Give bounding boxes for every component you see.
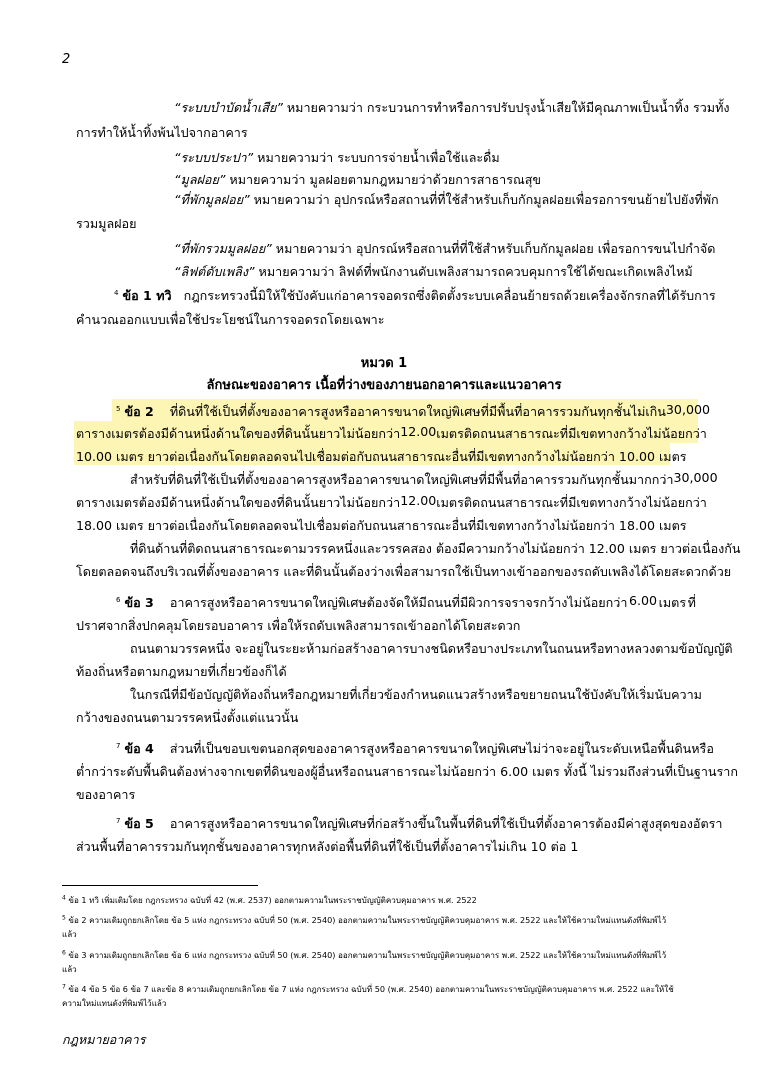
footnote-ref: 6 bbox=[116, 595, 121, 604]
footnote-ref: 7 bbox=[116, 741, 121, 750]
page-footer: กฎหมายอาคาร bbox=[62, 1032, 146, 1047]
section-1-bis bbox=[114, 286, 716, 306]
footnote-7: $^7$ ข้อ 4 ข้อ 5 ข้อ 6 ข้อ 7 และข้อ 8 ความเดิมถูกยกเลิกโดย ข้อ 7 แห่ง กฎกระทรวง ฉบับที่ 50 (พ.ศ. 2540) ออกตามความในพระราชบัญญัติควบคุมอาคาร พ.ศ. 2522 และให้ใช้ ความใหม่แทนดังที่พิมพ์ไว้แล้ว bbox=[62, 983, 674, 1008]
section-2-line-3: 10.00 เมตร ยาวต่อเนื่องกันโดยตลอดจนไปเชื่อมต่อกับถนนสาธารณะอื่นที่มีเขตทางกว้างไม่น้อยกว่า 10.00 เมตร bbox=[76, 449, 687, 464]
definition-wastewater bbox=[174, 98, 730, 118]
definition-wastewater-cont: การทำให้น้ำทิ้งพ้นไปจากอาคาร bbox=[76, 125, 248, 140]
definition-text: หมายความว่า กระบวนการทำหรือการปรับปรุงน้ำเสียให้มีคุณภาพเป็นน้ำทิ้ง รวมทั้ง bbox=[282, 100, 730, 115]
definition-text: หมายความว่า มูลฝอยตามกฎหมายว่าด้วยการสาธารณสุข bbox=[225, 172, 541, 187]
section-2-para-2-line-2: ตารางเมตร ต้องมีด้านหนึ่งด้านใดของที่ดินนั้นยาวไม่น้อยกว่า 12.00 เมตร ติดถนนสาธารณะที่มีเขตทางกว้างไม่น้อยกว่า bbox=[76, 493, 707, 510]
section-1-bis-cont: คำนวณออกแบบเพื่อใช้ประโยชน์ในการจอดรถโดยเฉพาะ bbox=[76, 312, 385, 327]
definition-text: หมายความว่า ลิฟต์ที่พนักงานดับเพลิงสามารถควบคุมการใช้ได้ขณะเกิดเพลิงไหม้ bbox=[254, 264, 693, 279]
definition-term: “ระบบบำบัดน้ำเสีย” bbox=[174, 100, 283, 115]
section-4-line-1: $^7$ ข้อ 4 ส่วนที่เป็นขอบเขตนอกสุดของอาคารสูงหรืออาคารขนาดใหญ่พิเศษ ไม่ว่าจะอยู่ในระดับเหนือพื้นดินหรือ bbox=[116, 741, 714, 756]
section-5-line-2: ส่วนพื้นที่อาคารรวมกันทุกชั้นของอาคารทุกหลังต่อพื้นที่ดินที่ใช้เป็นที่ตั้งอาคารไม่เกิน 10 ต่อ 1 bbox=[76, 839, 579, 854]
footnote-ref: 7 bbox=[116, 816, 121, 825]
definition-text: หมายความว่า อุปกรณ์หรือสถานที่ที่ใช้สำหรับเก็บกักมูลฝอย เพื่อรอการขนไปกำจัด bbox=[271, 241, 716, 256]
section-4-line-3: ของอาคาร bbox=[76, 787, 136, 802]
page-number: 2 bbox=[62, 52, 71, 67]
section-3-line-2: ปราศจากสิ่งปกคลุมโดยรอบอาคาร เพื่อให้รถดับเพลิงสามารถเข้าออกได้โดยสะดวก bbox=[76, 618, 521, 633]
section-3-para-2-line-2: ท้องถิ่นหรือตามกฎหมายที่เกี่ยวข้องก็ได้ bbox=[76, 664, 287, 679]
definition-text: หมายความว่า อุปกรณ์หรือสถานที่ที่ใช้สำหรับเก็บกักมูลฝอยเพื่อรอการขนย้ายไปยังที่พัก bbox=[249, 192, 719, 207]
definition-fire-lift bbox=[174, 262, 693, 282]
section-2-line-2: ตารางเมตร ต้องมีด้านหนึ่งด้านใดของที่ดินนั้นยาวไม่น้อยกว่า 12.00 เมตร ติดถนนสาธารณะที่มีเขตทางกว้างไม่น้อยกว่า bbox=[76, 424, 707, 441]
footnote-6: $^6$ ข้อ 3 ความเดิมถูกยกเลิกโดย ข้อ 6 แห่ง กฎกระทรวง ฉบับที่ 50 (พ.ศ. 2540) ออกตามความในพระราชบัญญัติควบคุมอาคาร พ.ศ. 2522 และให้ใช้ความใหม่แทนดังที่พิมพ์ไว้ แล้ว bbox=[62, 949, 667, 974]
section-label: ข้อ 4 bbox=[124, 741, 154, 756]
definition-term: “มูลฝอย” bbox=[174, 172, 226, 187]
section-5-line-1: $^7$ ข้อ 5 อาคารสูงหรืออาคารขนาดใหญ่พิเศษที่ก่อสร้างขึ้นในพื้นที่ดินที่ใช้เป็นที่ตั้งอาคารต้องมีค่าสูงสุดของอัตรา bbox=[116, 816, 723, 831]
definition-text: หมายความว่า ระบบการจ่ายน้ำเพื่อใช้และดื่ม bbox=[253, 150, 500, 165]
section-3-para-2-line-1: ถนนตามวรรคหนึ่ง จะอยู่ในระยะห้ามก่อสร้างอาคารบางชนิดหรือบางประเภทในถนนหรือทางหลวงตามข้อบัญญัติ bbox=[130, 641, 733, 656]
chapter-title: หมวด 1 bbox=[360, 356, 408, 371]
footnote-4: $^4$ ข้อ 1 ทวิ เพิ่มเติมโดย กฎกระทรวง ฉบับที่ 42 (พ.ศ. 2537) ออกตามความในพระราชบัญญัติควบคุมอาคาร พ.ศ. 2522 bbox=[62, 894, 477, 905]
section-label: ข้อ 5 bbox=[124, 816, 154, 831]
footnote-divider bbox=[62, 885, 258, 886]
definition-central-garbage bbox=[174, 239, 716, 259]
section-3-line-1: $^6$ ข้อ 3 อาคารสูงหรืออาคารขนาดใหญ่พิเศษต้องจัดให้มีถนนที่มีผิวการจราจรกว้างไม่น้อยกว่า 6.00 เมตร ที่ bbox=[116, 593, 696, 610]
section-label: ข้อ 1 ทวิ bbox=[122, 288, 172, 303]
definition-garbage-storage bbox=[174, 190, 719, 210]
definition-term: “ที่พักรวมมูลฝอย” bbox=[174, 241, 272, 256]
footnote-ref: 5 bbox=[116, 404, 121, 413]
definition-term: “ลิฟต์ดับเพลิง” bbox=[174, 264, 255, 279]
definition-garbage bbox=[174, 170, 541, 190]
section-3-para-3-line-1: ในกรณีที่มีข้อบัญญัติท้องถิ่นหรือกฎหมายที่เกี่ยวข้องกำหนดแนวสร้างหรือขยายถนนใช้บังคับ ให้เริ่มนับความ bbox=[130, 687, 702, 702]
definition-term: “ระบบประปา” bbox=[174, 150, 254, 165]
section-2-para-3-line-2: โดยตลอดจนถึงบริเวณที่ตั้งของอาคาร และที่ดินนั้นต้องว่างเพื่อสามารถใช้เป็นทางเข้าออกของรถดับเพลิงได้โดยสะดวกด้วย bbox=[76, 564, 732, 579]
footnote-ref: 4 bbox=[114, 288, 119, 297]
definition-garbage-storage-cont: รวมมูลฝอย bbox=[76, 216, 137, 231]
section-label: ข้อ 3 bbox=[124, 595, 154, 610]
section-2-line-1: $^5$ ข้อ 2 ที่ดินที่ใช้เป็นที่ตั้งของอาคารสูงหรืออาคารขนาดใหญ่พิเศษที่มีพื้นที่อาคารรวมกันทุกชั้นไม่เกิน 30,000 bbox=[116, 402, 710, 419]
chapter-subtitle: ลักษณะของอาคาร เนื้อที่ว่างของภายนอกอาคารและแนวอาคาร bbox=[206, 378, 562, 393]
section-label: ข้อ 2 bbox=[124, 404, 154, 419]
footnote-5: $^5$ ข้อ 2 ความเดิมถูกยกเลิกโดย ข้อ 5 แห่ง กฎกระทรวง ฉบับที่ 50 (พ.ศ. 2540) ออกตามความในพระราชบัญญัติควบคุมอาคาร พ.ศ. 2522 และให้ใช้ความใหม่แทนดังที่พิมพ์ไว้ แล้ว bbox=[62, 914, 667, 939]
section-3-para-3-line-2: กว้างของถนนตามวรรคหนึ่งตั้งแต่แนวนั้น bbox=[76, 710, 299, 725]
definition-term: “ที่พักมูลฝอย” bbox=[174, 192, 250, 207]
definition-water-supply bbox=[174, 148, 500, 168]
section-4-line-2: ต่ำกว่าระดับพื้นดินต้องห่างจากเขตที่ดินของผู้อื่นหรือถนนสาธารณะไม่น้อยกว่า 6.00 เมตร ทั้งนี้ ไม่รวมถึงส่วนที่เป็นฐานราก bbox=[76, 764, 738, 779]
section-2-para-3-line-1: ที่ดินด้านที่ติดถนนสาธารณะตามวรรคหนึ่งและวรรคสอง ต้องมีความกว้างไม่น้อยกว่า 12.00 เมตร ยาวต่อเนื่องกัน bbox=[130, 541, 741, 556]
section-2-para-2-line-1: สำหรับที่ดินที่ใช้เป็นที่ตั้งของอาคารสูงหรืออาคารขนาดใหญ่พิเศษที่มีพื้นที่อาคารรวมกันทุกชั้นมากกว่า 30,000 bbox=[130, 470, 718, 487]
section-2-para-2-line-3: 18.00 เมตร ยาวต่อเนื่องกันโดยตลอดจนไปเชื่อมต่อกับถนนสาธารณะอื่นที่มีเขตทางกว้างไม่น้อยกว่า 18.00 เมตร bbox=[76, 518, 687, 533]
section-text: กฎกระทรวงนี้มิให้ใช้บังคับแก่อาคารจอดรถซึ่งติดตั้งระบบเคลื่อนย้ายรถด้วยเครื่องจักรกลที่ได้รับการ bbox=[183, 288, 716, 303]
